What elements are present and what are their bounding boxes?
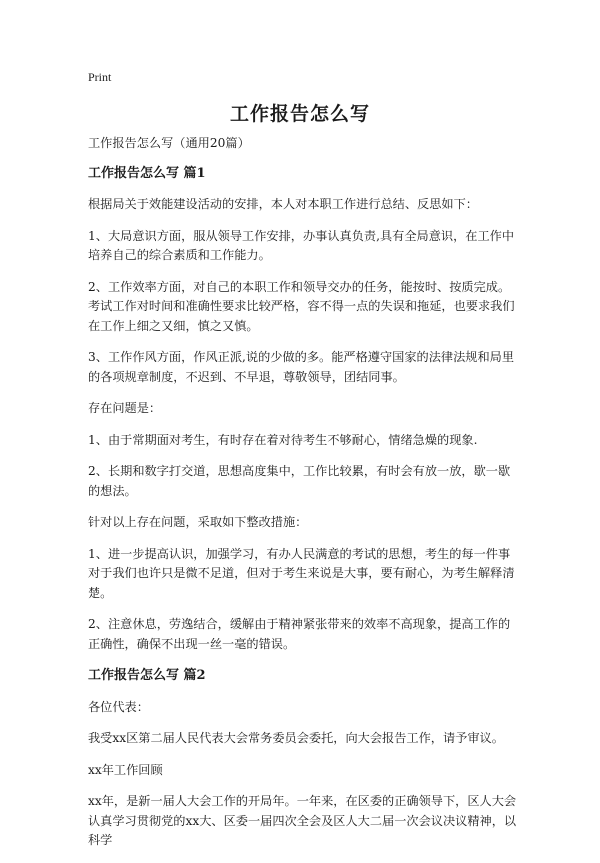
paragraph: 2、注意休息，劳逸结合，缓解由于精神紧张带来的效率不高现象，提高工作的正确性，确保不出现一丝一毫的错误。 (88, 617, 511, 651)
paragraph: xx年，是新一届人大会工作的开局年。一年来，在区委的正确领导下，区人大会认真学习贯彻党的xx大、区委一届四次全会及区人大二届一次会议决议精神，以科学 (88, 794, 517, 847)
paragraph: 1、进一步提高认识，加强学习，有办人民满意的考试的思想，考生的每一件事对于我们也许只是微不足道，但对于考生来说是大事，要有耐心，为考生解释清楚。 (88, 546, 515, 600)
paragraph: 1、由于常期面对考生，有时存在着对待考生不够耐心，情绪急燥的现象. (88, 432, 478, 447)
paragraph: 存在问题是： (88, 401, 162, 415)
document-subtitle: 工作报告怎么写（通用20篇） (88, 136, 250, 150)
section-heading-2: 工作报告怎么写 篇2 (88, 668, 206, 683)
document-title: 工作报告怎么写 (229, 103, 370, 125)
print-link[interactable]: Print (88, 70, 112, 84)
paragraph: 根据局关于效能建设活动的安排，本人对本职工作进行总结、反思如下： (88, 197, 478, 211)
document-body (88, 134, 518, 863)
section-heading-1: 工作报告怎么写 篇1 (88, 165, 206, 181)
paragraph: 2、工作效率方面，对自己的本职工作和领导交办的任务，能按时、按质完成。考试工作对时间和准确性要求比较严格，容不得一点的失误和拖延，也要求我们在工作上细之又细，慎之又慎。 (88, 279, 515, 333)
paragraph: 针对以上存在问题，采取如下整改措施： (88, 515, 308, 529)
paragraph: xx年工作回顾 (88, 762, 163, 777)
paragraph: 2、长期和数字打交道，思想高度集中，工作比较累，有时会有放一放，歇一歇的想法。 (88, 464, 511, 498)
paragraph: 各位代表： (88, 699, 149, 714)
paragraph: 我受xx区第二届人民代表大会常务委员会委托，向大会报告工作，请予审议。 (88, 731, 504, 745)
paragraph: 1、大局意识方面，服从领导工作安排，办事认真负责,具有全局意识，在工作中培养自己的综合素质和工作能力。 (88, 228, 515, 262)
paragraph: 3、工作作风方面，作风正派,说的少做的多。能严格遵守国家的法律法规和局里的各项规章制度，不迟到、不早退，尊敬领导，团结同事。 (88, 350, 515, 384)
